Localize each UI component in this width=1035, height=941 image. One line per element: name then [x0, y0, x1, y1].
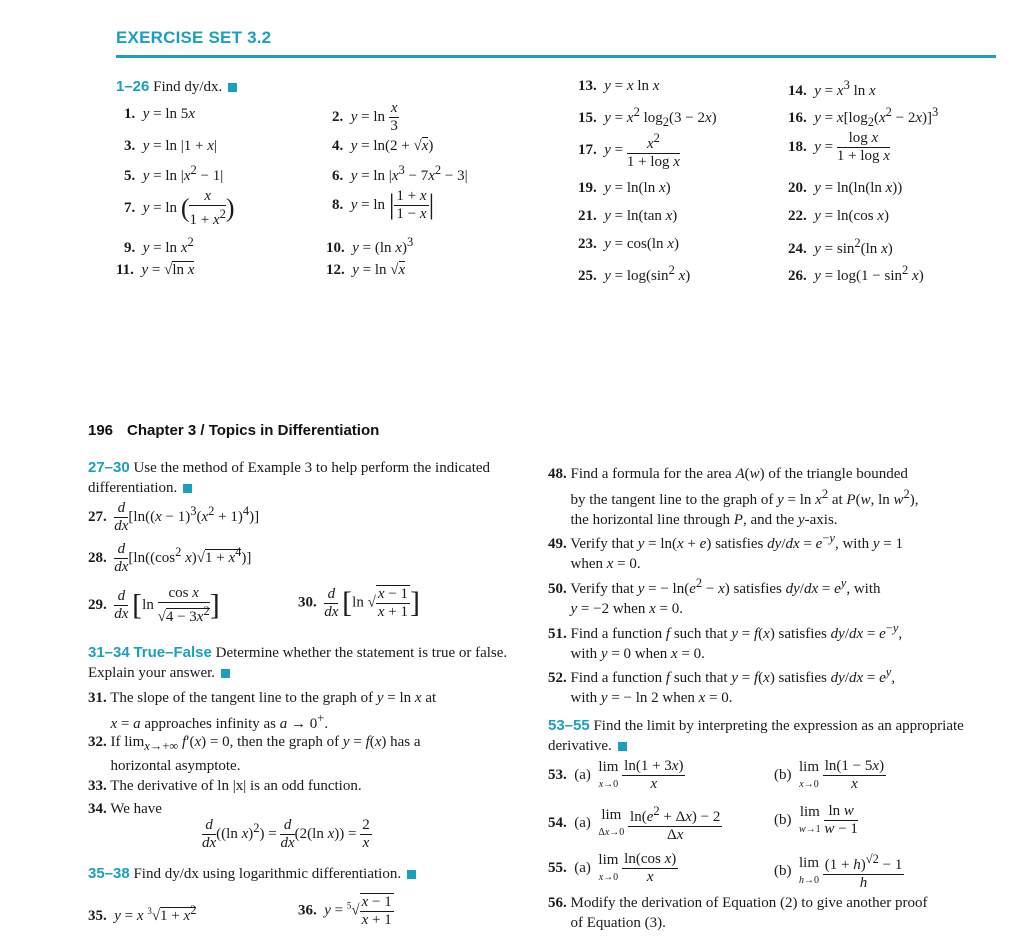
item-9: 9. $y = \ln x^2$: [124, 235, 194, 256]
item-16: 16. $y = x[\log_2(x^2 - 2x)]^3$: [788, 105, 939, 129]
item-5: 5. $y = \ln |x^2 - 1|$: [124, 163, 224, 184]
item-48: 48. Find a formula for the area A(w) of the triangle bounded by the tangent line to the graph of $y = \ln x^2$ at P(w, $\ln w^2$), the horizontal line through P, and the y-axis.: [548, 466, 919, 528]
item-30: 30. $\frac{d}{dx}$ [ln √ $\frac{x - 1}{x + 1}$ ]: [298, 585, 420, 620]
item-4: 4. y = ln(2 + √x): [332, 138, 434, 154]
square-icon: [228, 83, 237, 92]
item-26: 26. $y = \log(1 - \sin^2 x)$: [788, 263, 924, 284]
item-34-equation: $\frac{d}{dx}$ ((ln x)$^2$) = $\frac{d}{dx}$ (2(ln x)) = $\frac{2}{x}$: [202, 817, 370, 851]
item-23: 23. y = cos(ln x): [578, 236, 679, 252]
item-24: 24. $y = \sin^2(\ln$ x): [788, 236, 893, 257]
set-a-heading: 1–26 Find dy/dx.: [116, 78, 237, 96]
item-36: 36. y = $^5$√ $\frac{x - 1}{x + 1}$: [298, 894, 392, 928]
item-19: 19. y = ln(ln x): [578, 180, 671, 196]
item-17: 17. y = $\frac{x^2}{\text{1 + log x}}$: [578, 131, 680, 170]
set-c-heading: 31–34 True–False Determine whether the statement is true or false. Explain your answer.: [88, 644, 508, 681]
item-55b: (b) lim h→0 $\frac{(1 + h)^{√2} - 1}{h}$: [774, 852, 903, 891]
item-33: 33. The derivative of ln |x| is an odd function.: [88, 778, 362, 794]
title-rule: [116, 55, 996, 58]
item-18: 18. y = $\frac{\text{log x}}{\text{1 + log x}}$: [788, 130, 890, 164]
item-54b: (b) lim w→1 $\frac{\text{ln w}}{w - 1}$: [774, 803, 858, 837]
item-51: 51. Find a function f such that y = f(x) satisfies $dy/dx = e^{-y}$, with y = 0 when x = 0.: [548, 621, 903, 662]
limits-heading: 53–55 Find the limit by interpreting the expression as an appropriate derivative.: [548, 717, 964, 754]
square-icon: [183, 484, 192, 493]
item-8: 8. y = ln | $\frac{1 + x}{1 - x}$ |: [332, 188, 435, 222]
item-25: 25. $y = \log(\sin^2$ x): [578, 263, 691, 284]
item-13: 13. y = x ln x: [578, 78, 660, 94]
item-1: 1. y = ln 5x: [124, 106, 195, 122]
item-53b: (b) lim x→0 $\frac{\ln(1 - 5x)}{x}$: [774, 758, 885, 792]
set-b-heading: 27–30 Use the method of Example 3 to help perform the indicated differentiation.: [88, 459, 491, 496]
item-49: 49. Verify that y = ln(x + e) satisfies $dy/dx = e^{-y}$, with y = 1 when x = 0.: [548, 531, 903, 572]
item-53a: 53. (a) lim x→0 $\frac{\ln(1 + 3x)}{x}$: [548, 758, 684, 792]
item-2: 2. y = ln $\frac{x}{3}$: [332, 100, 398, 134]
item-20: 20. y = ln(ln(ln x)): [788, 180, 903, 196]
exercise-set-title: EXERCISE SET 3.2: [116, 28, 272, 47]
item-52: 52. Find a function f such that y = f(x) satisfies $dy/dx = e^y$, with y = − ln 2 when x = 0.: [548, 665, 896, 706]
item-11: 11. y = √ln x: [116, 262, 195, 278]
item-50: 50. Verify that y = − $\ln(e^2 - x)$ satisfies $dy/dx = e^y$, with y = −2 when x = 0.: [548, 576, 881, 617]
item-29: 29. $\frac{d}{dx}$ [ln $\frac{\text{cos x}}{√4 - 3x^2}$ ]: [88, 585, 220, 625]
item-27: 27. $\frac{d}{dx}$ $[\ln((x - 1)^3(x^2 + 1)^4)]$: [88, 500, 260, 534]
item-31: 31. The slope of the tangent line to the graph of y = ln x at x = a approaches infinity as a → 0+.: [88, 690, 437, 732]
item-3: 3. y = ln |1 + x|: [124, 138, 217, 154]
item-55a: 55. (a) lim x→0 $\frac{\text{ln(cos x)}}{x}$: [548, 851, 677, 885]
item-14: 14. $y = x^3$ ln x: [788, 78, 876, 99]
item-54a: 54. (a) lim Δx→0 $\frac{\ln(e^2 + \Delta x) - 2}{\Delta x}$: [548, 804, 721, 843]
item-10: 10. y = (ln x)$^3$: [326, 235, 414, 256]
square-icon: [221, 669, 230, 678]
item-21: 21. y = ln(tan x): [578, 208, 678, 224]
item-7: 7. y = ln ( $\frac{x}{1 + x^2}$ ): [124, 188, 235, 228]
page-header: 196 Chapter 3 / Topics in Differentiation: [88, 422, 380, 439]
set-d-heading: 35–38 Find dy/dx using logarithmic differentiation.: [88, 864, 508, 884]
item-15: 15. $y = x^2$ $\log_2(3 - 2x)$: [578, 105, 717, 129]
item-22: 22. y = ln(cos x): [788, 208, 889, 224]
item-34: 34. We have: [88, 801, 162, 817]
square-icon: [618, 742, 627, 751]
item-32: 32. If $\lim_{x\to+\infty} f'(x) = 0$, then the graph of y = f(x) has a horizontal asymptote.: [88, 734, 421, 774]
item-35: 35. y = x $^3√1 + x^2$: [88, 903, 197, 924]
item-28: 28. $\frac{d}{dx}$ [$\ln((\cos^2$ $x)√1 + x^4$)]: [88, 541, 252, 575]
square-icon: [407, 870, 416, 879]
item-12: 12. y = ln √x: [326, 262, 406, 278]
item-56: 56. Modify the derivation of Equation (2) to give another proof of Equation (3).: [548, 895, 928, 931]
item-6: 6. $y = \ln |x^3 - 7x^2 - 3|$: [332, 163, 468, 184]
